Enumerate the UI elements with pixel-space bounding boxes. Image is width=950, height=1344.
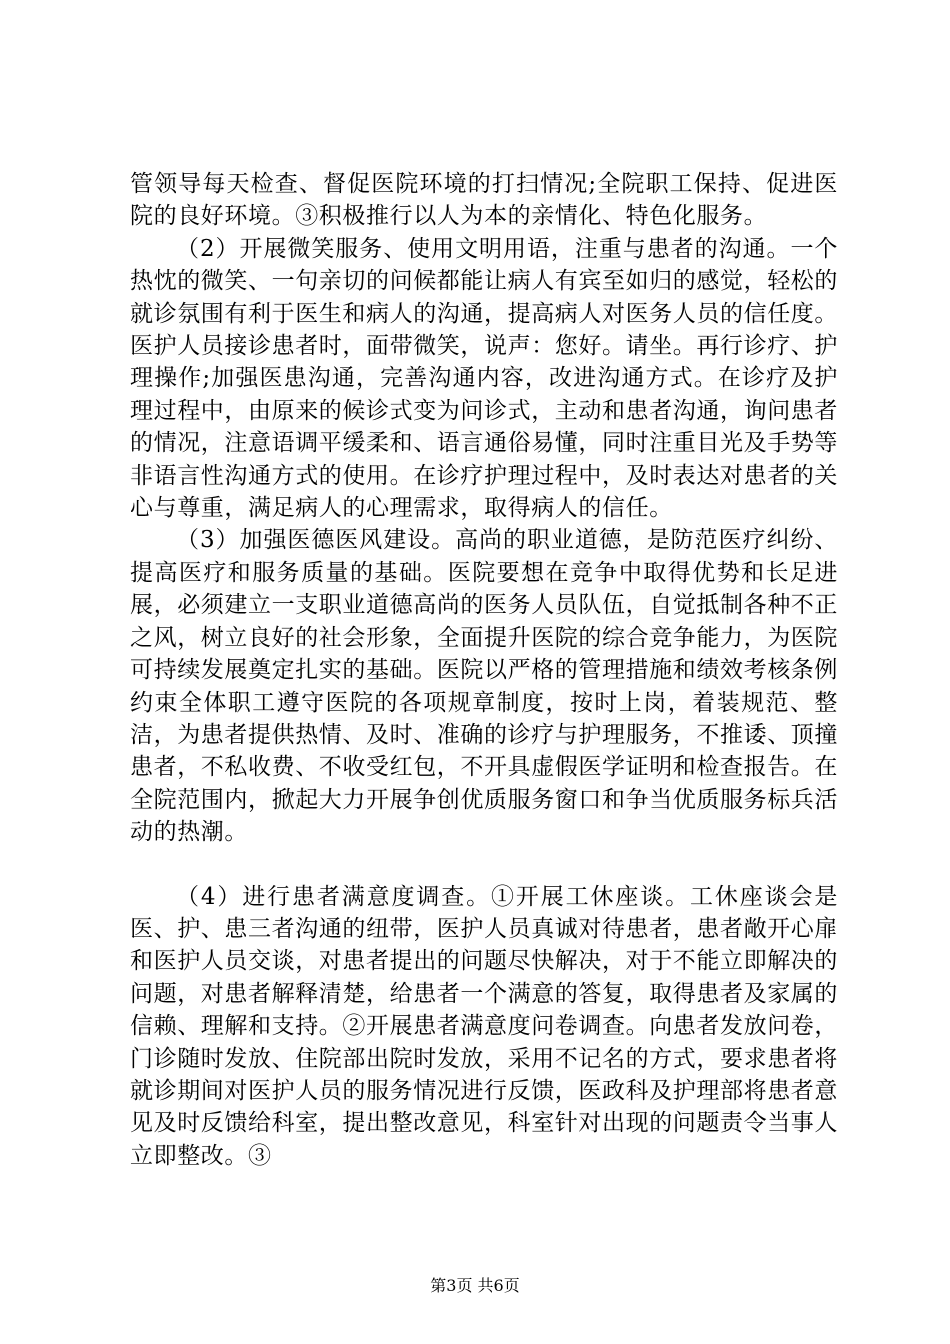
page-footer <box>0 1276 950 1296</box>
document-body <box>130 168 838 1172</box>
paragraph-continuation: 管领导每天检查、督促医院环境的打扫情况;全院职工保持、促进医院的良好环境。③积极推行以人为本的亲情化、特色化服务。 <box>130 171 838 230</box>
paragraph-satisfaction-survey: （4）进行患者满意度调查。①开展工休座谈。工休座谈会是医、护、患三者沟通的纽带，医护人员真诚对待患者，患者敞开心扉和医护人员交谈，对患者提出的问题尽快解决，对于不能立即解决的问题，对患者解释清楚，给患者一个满意的答复，取得患者及家属的信赖、理解和支持。②开展患者满意度问卷调查。向患者发放问卷，门诊随时发放、住院部出院时发放，采用不记名的方式，要求患者将就诊期间对医护人员的服务情况进行反馈，医政科及护理部将患者意见及时反馈给科室，提出整改意见，科室针对出现的问题责令当事人立即整改。③ <box>130 883 838 1169</box>
paragraph-smile-service: （2）开展微笑服务、使用文明用语，注重与患者的沟通。一个热忱的微笑、一句亲切的问候都能让病人有宾至如归的感觉，轻松的就诊氛围有利于医生和病人的沟通，提高病人对医务人员的信任度。医护人员接诊患者时，面带微笑，说声：您好。请坐。再行诊疗、护理操作;加强医患沟通，完善沟通内容，改进沟通方式。在诊疗及护理过程中，由原来的候诊式变为问诊式，主动和患者沟通，询问患者的情况，注意语调平缓柔和、语言通俗易懂，同时注重目光及手势等非语言性沟通方式的使用。在诊疗护理过程中，及时表达对患者的关心与尊重，满足病人的心理需求，取得病人的信任。 <box>130 235 838 522</box>
page-number: 第3页 共6页 <box>430 1276 520 1295</box>
paragraph-medical-ethics: （3）加强医德医风建设。高尚的职业道德，是防范医疗纠纷、提高医疗和服务质量的基础。医院要想在竞争中取得优势和长足进展，必须建立一支职业道德高尚的医务人员队伍，自觉抵制各种不正之风，树立良好的社会形象，全面提升医院的综合竞争能力，为医院可持续发展奠定扎实的基础。医院以严格的管理措施和绩效考核条例约束全体职工遵守医院的各项规章制度，按时上岗，着装规范、整洁，为患者提供热情、及时、准确的诊疗与护理服务，不推诿、顶撞患者，不私收费、不收受红包，不开具虚假医学证明和检查报告。在全院范围内，掀起大力开展争创优质服务窗口和争当优质服务标兵活动的热潮。 <box>130 527 838 846</box>
